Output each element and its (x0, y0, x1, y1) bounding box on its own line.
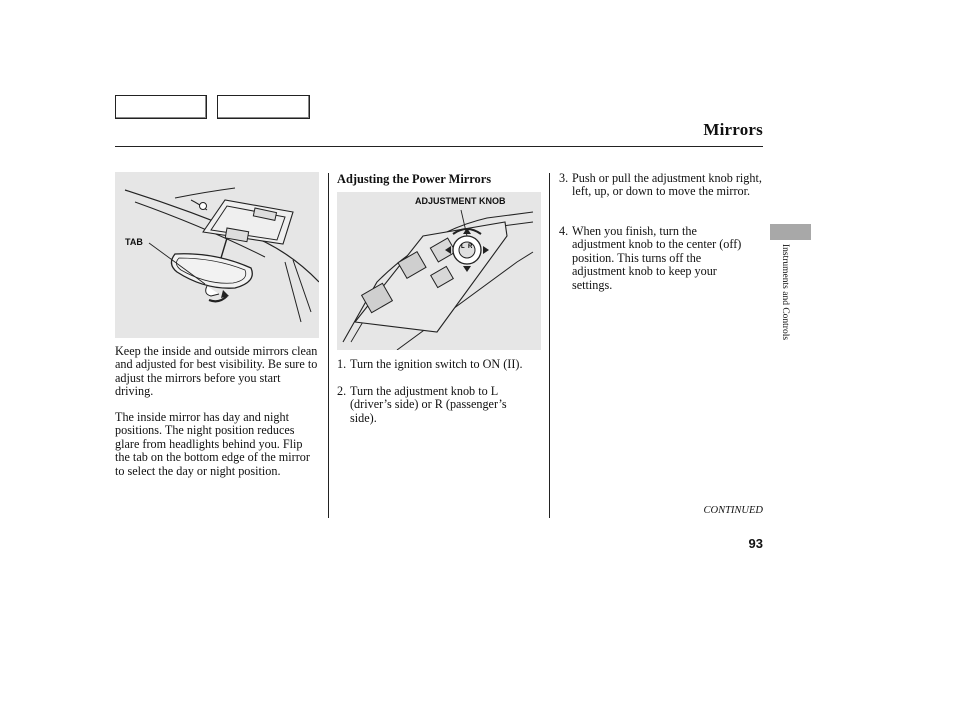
power-mirror-switch-drawing (337, 192, 541, 350)
step-3 (559, 172, 764, 214)
title-divider (115, 146, 763, 147)
column-divider-2 (549, 173, 550, 518)
section-label: Instruments and Controls (780, 244, 790, 341)
nav-button-2[interactable] (217, 95, 310, 119)
step-4-text: When you finish, turn the adjustment knob to the center (off) position. This turns off the adjustment knob to keep your settings. (572, 224, 742, 292)
step-1-number: 1. (337, 357, 347, 371)
step-1-text: Turn the ignition switch to ON (II). (350, 357, 523, 371)
knob-right-letter: R (468, 244, 473, 250)
knob-left-letter: L (461, 244, 465, 250)
mirrors-intro-paragraph: Keep the inside and outside mirrors clean and adjusted for best visibility. Be sure to adjust the mirrors before you start driving. (115, 344, 318, 399)
section-tab[interactable] (770, 224, 811, 240)
page-title: Mirrors (703, 120, 763, 139)
step-3-text: Push or pull the adjustment knob right, left, up, or down to move the mirror. (572, 171, 762, 199)
step-2-text: Turn the adjustment knob to L (driver’s side) or R (passenger’s side). (350, 384, 507, 425)
power-mirror-switch-illustration (337, 192, 541, 350)
inside-mirror-paragraph: The inside mirror has day and night positions. The night position reduces glare from headlights behind you. Flip the tab on the bottom edge of the mirror to select the day or night position. (115, 410, 310, 478)
tab-callout-label: TAB (125, 237, 143, 247)
step-2 (337, 385, 547, 427)
section-heading: Adjusting the Power Mirrors (337, 172, 492, 186)
rearview-mirror-illustration (115, 172, 319, 338)
page-number: 93 (748, 536, 763, 551)
step-2-number: 2. (337, 384, 347, 398)
step-4-number: 4. (559, 224, 569, 238)
adjustment-knob-callout-label: ADJUSTMENT KNOB (415, 196, 506, 206)
column-divider-1 (328, 173, 329, 518)
continued-marker: CONTINUED (703, 505, 763, 516)
nav-button-1[interactable] (115, 95, 207, 119)
step-3-number: 3. (559, 171, 569, 185)
step-4 (559, 225, 764, 295)
step-1 (337, 358, 547, 372)
rearview-mirror-drawing (115, 172, 319, 338)
